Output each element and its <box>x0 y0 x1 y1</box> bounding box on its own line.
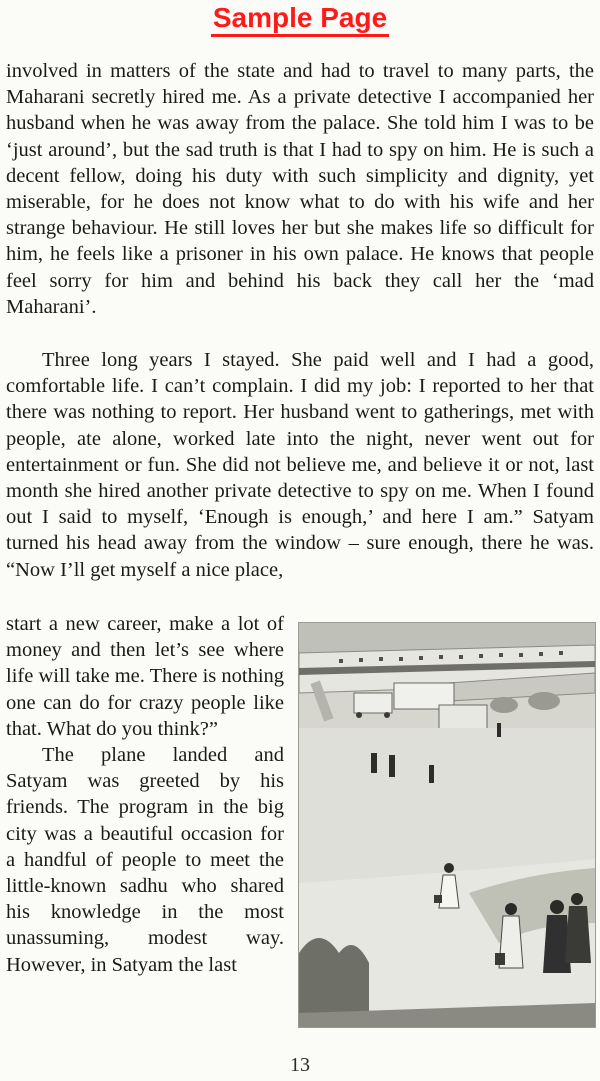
paragraph-2: Three long years I stayed. She paid well and I had a good, comfortable life. I can’t complain. I did my job: I reported to her that there was nothing to report. Her husband went to gatherings, met with people, ate alone, worked late into the night, never went out for entertainment or fun. She did not believe me, and believe it or not, last month she hired another private detective to spy on me. When I found out I said to myself, ‘Enough is enough,’ and here I am.” Satyam turned his head away from the window – sure enough, there he was. “Now I’ll get myself a nice place, <box>6 349 594 581</box>
paragraph-3: The plane landed and Satyam was greeted by his friends. The program in the big city was a beautiful occasion for a handful of people to meet the little-known sadhu who shared his knowledge in the most unassuming, modest way. However, in Satyam the last <box>6 744 284 976</box>
sample-page-banner <box>0 0 600 40</box>
airport-photo <box>298 622 596 1028</box>
page-number: 13 <box>290 1054 310 1076</box>
banner-title: Sample Page <box>211 2 389 37</box>
paragraph-1: involved in matters of the state and had to travel to many parts, the Maharani secretly hired me. As a private detective I accompanied her husband when he was away from the palace. She told him I was to be ‘just around’, but the sad truth is that I had to spy on him. He is such a decent fellow, doing his duty with such simplicity and dignity, yet miserable, for he does not know what to do with his wife and her strange behaviour. He still loves her but she makes life so difficult for him, he feels like a prisoner in his own palace. He knows that people feel sorry for him and behind his back they call her the ‘mad Maharani’. <box>6 60 594 318</box>
airport-photo-illustration <box>299 623 595 1027</box>
paragraph-2-continued: start a new career, make a lot of money and then let’s see where life will take me. There is nothing one can do for crazy people like that. What do you think?” <box>6 613 285 740</box>
